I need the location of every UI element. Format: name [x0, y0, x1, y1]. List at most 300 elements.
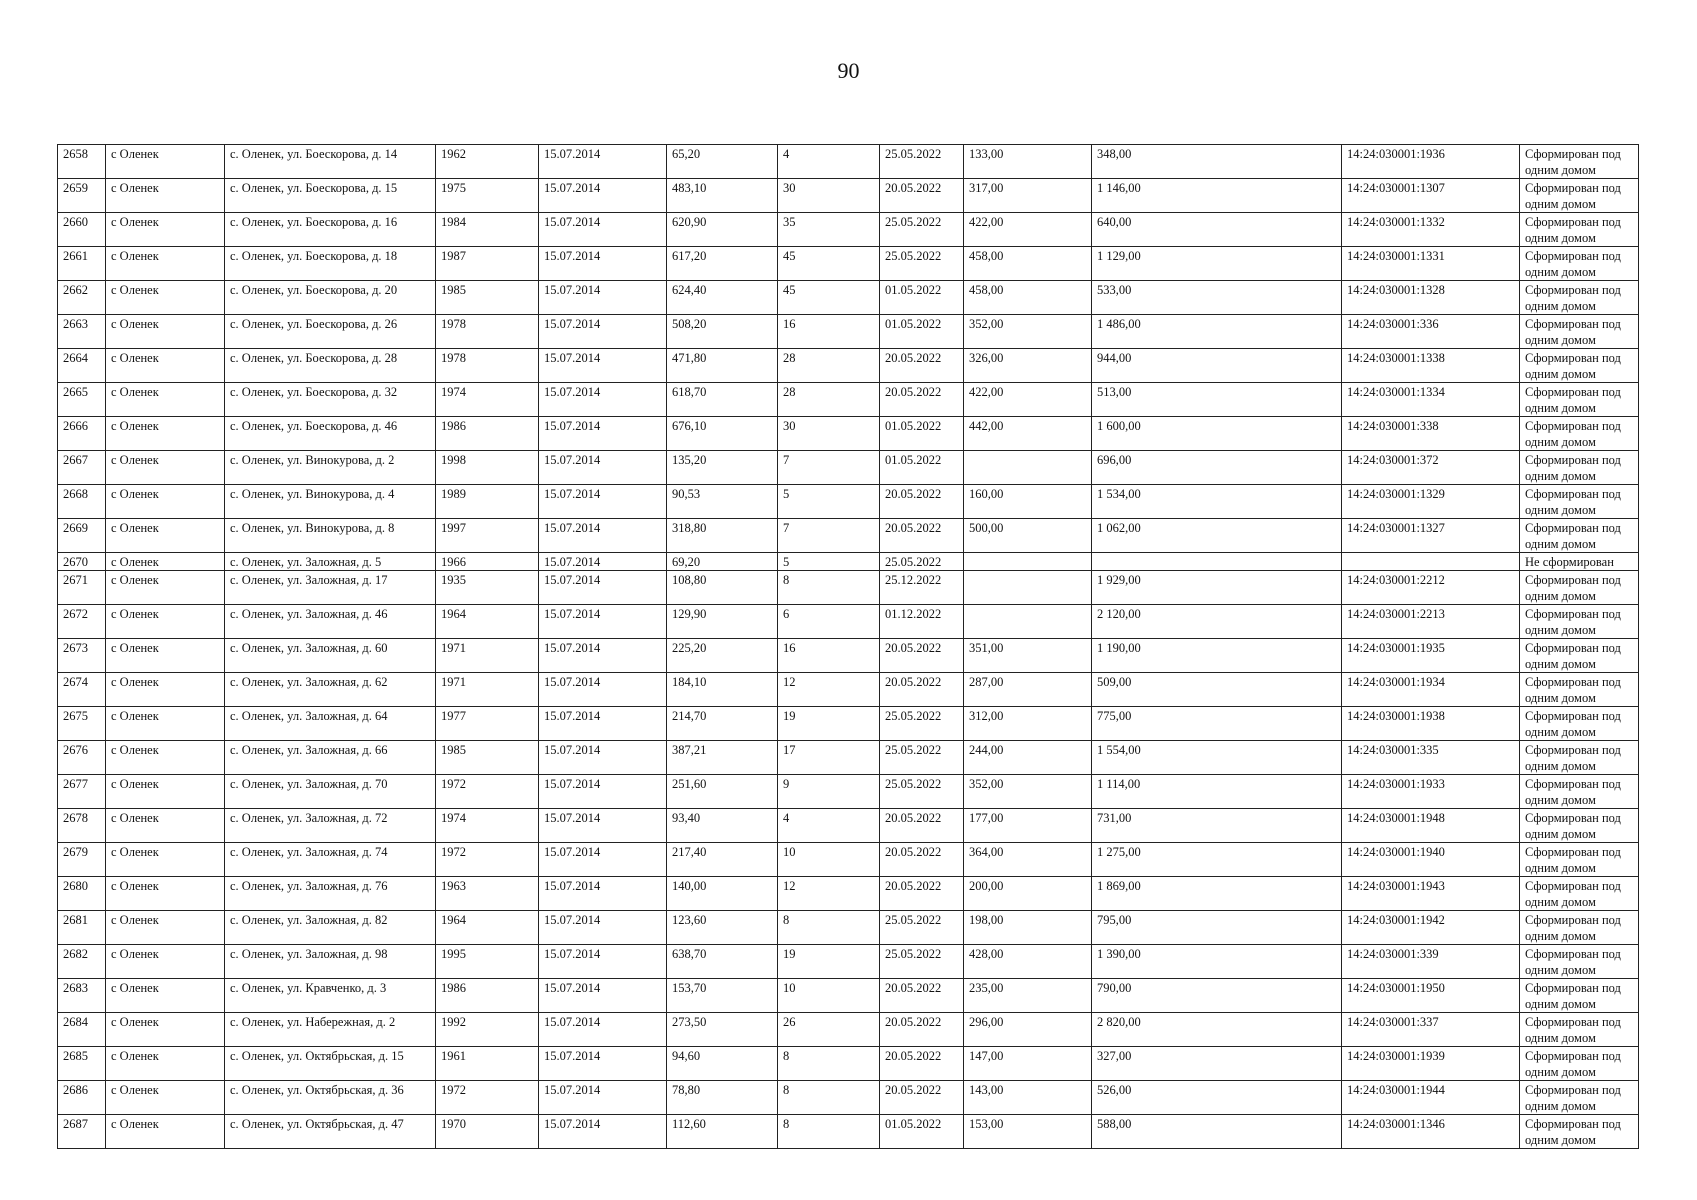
- year-built-cell: 1995: [436, 945, 539, 979]
- registration-date-cell: 15.07.2014: [539, 179, 667, 213]
- settlement-cell: с Оленек: [106, 451, 225, 485]
- inspection-date-cell: 01.05.2022: [880, 281, 964, 315]
- address-cell: с. Оленек, ул. Боескорова, д. 16: [225, 213, 436, 247]
- row-number-cell: 2677: [58, 775, 106, 809]
- inspection-date-cell: 25.12.2022: [880, 571, 964, 605]
- address-cell: с. Оленек, ул. Винокурова, д. 8: [225, 519, 436, 553]
- settlement-cell: с Оленек: [106, 1013, 225, 1047]
- residents-cell: 8: [778, 1081, 880, 1115]
- status-cell: Сформирован под одним домом: [1520, 247, 1639, 281]
- address-cell: с. Оленек, ул. Заложная, д. 98: [225, 945, 436, 979]
- registration-date-cell: 15.07.2014: [539, 809, 667, 843]
- address-cell: с. Оленек, ул. Октябрьская, д. 36: [225, 1081, 436, 1115]
- year-built-cell: 1971: [436, 673, 539, 707]
- status-cell: Сформирован под одним домом: [1520, 1013, 1639, 1047]
- address-cell: с. Оленек, ул. Заложная, д. 62: [225, 673, 436, 707]
- area-cell: 225,20: [667, 639, 778, 673]
- table-row: [58, 451, 1639, 485]
- row-number-cell: 2685: [58, 1047, 106, 1081]
- inspection-date-cell: 20.05.2022: [880, 639, 964, 673]
- settlement-cell: с Оленек: [106, 605, 225, 639]
- address-cell: с. Оленек, ул. Боескорова, д. 14: [225, 145, 436, 179]
- value-cell: 422,00: [964, 383, 1092, 417]
- registration-date-cell: 15.07.2014: [539, 605, 667, 639]
- value-cell: 364,00: [964, 843, 1092, 877]
- value-cell: 147,00: [964, 1047, 1092, 1081]
- inspection-date-cell: 01.12.2022: [880, 605, 964, 639]
- status-cell: Сформирован под одним домом: [1520, 843, 1639, 877]
- row-number-cell: 2659: [58, 179, 106, 213]
- value-cell: [964, 553, 1092, 571]
- table-row: [58, 213, 1639, 247]
- value-cell: 422,00: [964, 213, 1092, 247]
- inspection-date-cell: 01.05.2022: [880, 451, 964, 485]
- cadastral-number-cell: 14:24:030001:1338: [1342, 349, 1520, 383]
- address-cell: с. Оленек, ул. Октябрьская, д. 15: [225, 1047, 436, 1081]
- value-cell: 143,00: [964, 1081, 1092, 1115]
- row-number-cell: 2676: [58, 741, 106, 775]
- table-row: [58, 247, 1639, 281]
- area-cell: 78,80: [667, 1081, 778, 1115]
- table-row: [58, 945, 1639, 979]
- area-cell: 184,10: [667, 673, 778, 707]
- area-cell: 387,21: [667, 741, 778, 775]
- registration-date-cell: 15.07.2014: [539, 451, 667, 485]
- area-cell: 273,50: [667, 1013, 778, 1047]
- residents-cell: 28: [778, 383, 880, 417]
- value-cell: 160,00: [964, 485, 1092, 519]
- status-cell: Сформирован под одним домом: [1520, 349, 1639, 383]
- status-cell: Сформирован под одним домом: [1520, 213, 1639, 247]
- residents-cell: 5: [778, 485, 880, 519]
- registration-date-cell: 15.07.2014: [539, 349, 667, 383]
- land-area-cell: 1 275,00: [1092, 843, 1342, 877]
- area-cell: 94,60: [667, 1047, 778, 1081]
- area-cell: 108,80: [667, 571, 778, 605]
- area-cell: 251,60: [667, 775, 778, 809]
- inspection-date-cell: 01.05.2022: [880, 417, 964, 451]
- land-area-cell: 526,00: [1092, 1081, 1342, 1115]
- table-row: [58, 741, 1639, 775]
- cadastral-number-cell: 14:24:030001:1346: [1342, 1115, 1520, 1149]
- status-cell: Сформирован под одним домом: [1520, 877, 1639, 911]
- registration-date-cell: 15.07.2014: [539, 1013, 667, 1047]
- residents-cell: 35: [778, 213, 880, 247]
- cadastral-number-cell: 14:24:030001:338: [1342, 417, 1520, 451]
- registration-date-cell: 15.07.2014: [539, 485, 667, 519]
- settlement-cell: с Оленек: [106, 707, 225, 741]
- value-cell: 133,00: [964, 145, 1092, 179]
- cadastral-number-cell: 14:24:030001:1327: [1342, 519, 1520, 553]
- status-cell: Не сформирован: [1520, 553, 1639, 571]
- value-cell: 326,00: [964, 349, 1092, 383]
- residents-cell: 45: [778, 281, 880, 315]
- address-cell: с. Оленек, ул. Заложная, д. 64: [225, 707, 436, 741]
- year-built-cell: 1972: [436, 775, 539, 809]
- year-built-cell: 1985: [436, 741, 539, 775]
- settlement-cell: с Оленек: [106, 247, 225, 281]
- settlement-cell: с Оленек: [106, 553, 225, 571]
- settlement-cell: с Оленек: [106, 673, 225, 707]
- table-row: [58, 707, 1639, 741]
- row-number-cell: 2684: [58, 1013, 106, 1047]
- row-number-cell: 2667: [58, 451, 106, 485]
- status-cell: Сформирован под одним домом: [1520, 315, 1639, 349]
- cadastral-number-cell: 14:24:030001:1329: [1342, 485, 1520, 519]
- row-number-cell: 2678: [58, 809, 106, 843]
- residents-cell: 8: [778, 571, 880, 605]
- value-cell: 153,00: [964, 1115, 1092, 1149]
- table-row: [58, 349, 1639, 383]
- cadastral-number-cell: 14:24:030001:1332: [1342, 213, 1520, 247]
- land-area-cell: [1092, 553, 1342, 571]
- land-area-cell: 533,00: [1092, 281, 1342, 315]
- table-row: [58, 979, 1639, 1013]
- value-cell: [964, 571, 1092, 605]
- cadastral-number-cell: 14:24:030001:337: [1342, 1013, 1520, 1047]
- value-cell: 352,00: [964, 775, 1092, 809]
- row-number-cell: 2664: [58, 349, 106, 383]
- settlement-cell: с Оленек: [106, 639, 225, 673]
- registration-date-cell: 15.07.2014: [539, 1081, 667, 1115]
- area-cell: 123,60: [667, 911, 778, 945]
- residents-cell: 10: [778, 843, 880, 877]
- registration-date-cell: 15.07.2014: [539, 707, 667, 741]
- year-built-cell: 1964: [436, 911, 539, 945]
- year-built-cell: 1961: [436, 1047, 539, 1081]
- residents-cell: 19: [778, 945, 880, 979]
- land-area-cell: 1 146,00: [1092, 179, 1342, 213]
- value-cell: 312,00: [964, 707, 1092, 741]
- value-cell: 244,00: [964, 741, 1092, 775]
- land-area-cell: 1 129,00: [1092, 247, 1342, 281]
- settlement-cell: с Оленек: [106, 485, 225, 519]
- table-row: [58, 639, 1639, 673]
- area-cell: 135,20: [667, 451, 778, 485]
- row-number-cell: 2683: [58, 979, 106, 1013]
- year-built-cell: 1992: [436, 1013, 539, 1047]
- inspection-date-cell: 25.05.2022: [880, 775, 964, 809]
- inspection-date-cell: 01.05.2022: [880, 315, 964, 349]
- year-built-cell: 1998: [436, 451, 539, 485]
- status-cell: Сформирован под одним домом: [1520, 707, 1639, 741]
- land-area-cell: 790,00: [1092, 979, 1342, 1013]
- inspection-date-cell: 25.05.2022: [880, 553, 964, 571]
- land-area-cell: 731,00: [1092, 809, 1342, 843]
- year-built-cell: 1974: [436, 809, 539, 843]
- residents-cell: 10: [778, 979, 880, 1013]
- address-cell: с. Оленек, ул. Боескорова, д. 20: [225, 281, 436, 315]
- year-built-cell: 1989: [436, 485, 539, 519]
- status-cell: Сформирован под одним домом: [1520, 945, 1639, 979]
- land-area-cell: 588,00: [1092, 1115, 1342, 1149]
- land-area-cell: 1 554,00: [1092, 741, 1342, 775]
- year-built-cell: 1974: [436, 383, 539, 417]
- settlement-cell: с Оленек: [106, 809, 225, 843]
- page-number: 90: [837, 58, 860, 83]
- value-cell: 352,00: [964, 315, 1092, 349]
- settlement-cell: с Оленек: [106, 911, 225, 945]
- row-number-cell: 2663: [58, 315, 106, 349]
- value-cell: 177,00: [964, 809, 1092, 843]
- settlement-cell: с Оленек: [106, 979, 225, 1013]
- value-cell: 458,00: [964, 281, 1092, 315]
- year-built-cell: 1985: [436, 281, 539, 315]
- area-cell: 90,53: [667, 485, 778, 519]
- year-built-cell: 1977: [436, 707, 539, 741]
- row-number-cell: 2681: [58, 911, 106, 945]
- row-number-cell: 2670: [58, 553, 106, 571]
- registration-date-cell: 15.07.2014: [539, 315, 667, 349]
- area-cell: 638,70: [667, 945, 778, 979]
- address-cell: с. Оленек, ул. Заложная, д. 72: [225, 809, 436, 843]
- table-row: [58, 145, 1639, 179]
- residents-cell: 4: [778, 809, 880, 843]
- area-cell: 620,90: [667, 213, 778, 247]
- table-row: [58, 1013, 1639, 1047]
- area-cell: 153,70: [667, 979, 778, 1013]
- table-row: [58, 877, 1639, 911]
- inspection-date-cell: 20.05.2022: [880, 519, 964, 553]
- value-cell: 351,00: [964, 639, 1092, 673]
- table-row: [58, 605, 1639, 639]
- row-number-cell: 2668: [58, 485, 106, 519]
- table-row: [58, 673, 1639, 707]
- row-number-cell: 2673: [58, 639, 106, 673]
- settlement-cell: с Оленек: [106, 945, 225, 979]
- row-number-cell: 2672: [58, 605, 106, 639]
- residents-cell: 8: [778, 911, 880, 945]
- status-cell: Сформирован под одним домом: [1520, 979, 1639, 1013]
- table-row: [58, 281, 1639, 315]
- address-cell: с. Оленек, ул. Октябрьская, д. 47: [225, 1115, 436, 1149]
- cadastral-number-cell: 14:24:030001:1939: [1342, 1047, 1520, 1081]
- row-number-cell: 2666: [58, 417, 106, 451]
- cadastral-number-cell: 14:24:030001:1943: [1342, 877, 1520, 911]
- cadastral-number-cell: 14:24:030001:1933: [1342, 775, 1520, 809]
- year-built-cell: 1984: [436, 213, 539, 247]
- land-area-cell: 1 869,00: [1092, 877, 1342, 911]
- settlement-cell: с Оленек: [106, 281, 225, 315]
- land-area-cell: 1 929,00: [1092, 571, 1342, 605]
- value-cell: 317,00: [964, 179, 1092, 213]
- cadastral-number-cell: 14:24:030001:1944: [1342, 1081, 1520, 1115]
- year-built-cell: 1972: [436, 1081, 539, 1115]
- residents-cell: 30: [778, 179, 880, 213]
- residents-cell: 4: [778, 145, 880, 179]
- year-built-cell: 1962: [436, 145, 539, 179]
- land-area-cell: 1 534,00: [1092, 485, 1342, 519]
- value-cell: [964, 451, 1092, 485]
- address-cell: с. Оленек, ул. Заложная, д. 70: [225, 775, 436, 809]
- residents-cell: 17: [778, 741, 880, 775]
- address-cell: с. Оленек, ул. Боескорова, д. 28: [225, 349, 436, 383]
- table-row: [58, 383, 1639, 417]
- residents-cell: 12: [778, 877, 880, 911]
- year-built-cell: 1970: [436, 1115, 539, 1149]
- settlement-cell: с Оленек: [106, 741, 225, 775]
- settlement-cell: с Оленек: [106, 179, 225, 213]
- status-cell: Сформирован под одним домом: [1520, 485, 1639, 519]
- table-row: [58, 1047, 1639, 1081]
- year-built-cell: 1972: [436, 843, 539, 877]
- registration-date-cell: 15.07.2014: [539, 281, 667, 315]
- year-built-cell: 1971: [436, 639, 539, 673]
- year-built-cell: 1986: [436, 417, 539, 451]
- registration-date-cell: 15.07.2014: [539, 1047, 667, 1081]
- address-cell: с. Оленек, ул. Заложная, д. 5: [225, 553, 436, 571]
- cadastral-number-cell: 14:24:030001:1942: [1342, 911, 1520, 945]
- address-cell: с. Оленек, ул. Винокурова, д. 4: [225, 485, 436, 519]
- residents-cell: 6: [778, 605, 880, 639]
- cadastral-number-cell: 14:24:030001:336: [1342, 315, 1520, 349]
- address-cell: с. Оленек, ул. Набережная, д. 2: [225, 1013, 436, 1047]
- inspection-date-cell: 25.05.2022: [880, 741, 964, 775]
- area-cell: 129,90: [667, 605, 778, 639]
- status-cell: Сформирован под одним домом: [1520, 1081, 1639, 1115]
- year-built-cell: 1978: [436, 315, 539, 349]
- inspection-date-cell: 20.05.2022: [880, 673, 964, 707]
- address-cell: с. Оленек, ул. Винокурова, д. 2: [225, 451, 436, 485]
- status-cell: Сформирован под одним домом: [1520, 809, 1639, 843]
- table-row: [58, 485, 1639, 519]
- cadastral-number-cell: 14:24:030001:1948: [1342, 809, 1520, 843]
- cadastral-number-cell: 14:24:030001:1938: [1342, 707, 1520, 741]
- area-cell: 65,20: [667, 145, 778, 179]
- area-cell: 618,70: [667, 383, 778, 417]
- registration-date-cell: 15.07.2014: [539, 519, 667, 553]
- cadastral-number-cell: 14:24:030001:2213: [1342, 605, 1520, 639]
- table-row: [58, 809, 1639, 843]
- residents-cell: 5: [778, 553, 880, 571]
- land-area-cell: 1 114,00: [1092, 775, 1342, 809]
- year-built-cell: 1975: [436, 179, 539, 213]
- table-row: [58, 911, 1639, 945]
- status-cell: Сформирован под одним домом: [1520, 741, 1639, 775]
- housing-registry-table: [57, 144, 1639, 1149]
- residents-cell: 12: [778, 673, 880, 707]
- registration-date-cell: 15.07.2014: [539, 145, 667, 179]
- settlement-cell: с Оленек: [106, 145, 225, 179]
- registration-date-cell: 15.07.2014: [539, 639, 667, 673]
- status-cell: Сформирован под одним домом: [1520, 673, 1639, 707]
- row-number-cell: 2674: [58, 673, 106, 707]
- table-row: [58, 843, 1639, 877]
- status-cell: Сформирован под одним домом: [1520, 605, 1639, 639]
- address-cell: с. Оленек, ул. Боескорова, д. 18: [225, 247, 436, 281]
- inspection-date-cell: 01.05.2022: [880, 1115, 964, 1149]
- row-number-cell: 2679: [58, 843, 106, 877]
- residents-cell: 16: [778, 639, 880, 673]
- inspection-date-cell: 20.05.2022: [880, 877, 964, 911]
- value-cell: 200,00: [964, 877, 1092, 911]
- inspection-date-cell: 20.05.2022: [880, 349, 964, 383]
- land-area-cell: 2 820,00: [1092, 1013, 1342, 1047]
- status-cell: Сформирован под одним домом: [1520, 911, 1639, 945]
- cadastral-number-cell: 14:24:030001:2212: [1342, 571, 1520, 605]
- registration-date-cell: 15.07.2014: [539, 979, 667, 1013]
- area-cell: 217,40: [667, 843, 778, 877]
- table-row: [58, 417, 1639, 451]
- area-cell: 508,20: [667, 315, 778, 349]
- value-cell: [964, 605, 1092, 639]
- residents-cell: 8: [778, 1115, 880, 1149]
- land-area-cell: 509,00: [1092, 673, 1342, 707]
- row-number-cell: 2675: [58, 707, 106, 741]
- row-number-cell: 2660: [58, 213, 106, 247]
- year-built-cell: 1987: [436, 247, 539, 281]
- inspection-date-cell: 20.05.2022: [880, 979, 964, 1013]
- inspection-date-cell: 20.05.2022: [880, 1081, 964, 1115]
- status-cell: Сформирован под одним домом: [1520, 451, 1639, 485]
- address-cell: с. Оленек, ул. Заложная, д. 66: [225, 741, 436, 775]
- land-area-cell: 2 120,00: [1092, 605, 1342, 639]
- settlement-cell: с Оленек: [106, 519, 225, 553]
- address-cell: с. Оленек, ул. Заложная, д. 74: [225, 843, 436, 877]
- area-cell: 112,60: [667, 1115, 778, 1149]
- row-number-cell: 2686: [58, 1081, 106, 1115]
- address-cell: с. Оленек, ул. Заложная, д. 17: [225, 571, 436, 605]
- status-cell: Сформирован под одним домом: [1520, 179, 1639, 213]
- settlement-cell: с Оленек: [106, 315, 225, 349]
- residents-cell: 7: [778, 451, 880, 485]
- status-cell: Сформирован под одним домом: [1520, 639, 1639, 673]
- settlement-cell: с Оленек: [106, 877, 225, 911]
- registration-date-cell: 15.07.2014: [539, 213, 667, 247]
- inspection-date-cell: 25.05.2022: [880, 707, 964, 741]
- inspection-date-cell: 20.05.2022: [880, 1047, 964, 1081]
- inspection-date-cell: 25.05.2022: [880, 945, 964, 979]
- value-cell: 198,00: [964, 911, 1092, 945]
- residents-cell: 8: [778, 1047, 880, 1081]
- cadastral-number-cell: 14:24:030001:335: [1342, 741, 1520, 775]
- cadastral-number-cell: 14:24:030001:1940: [1342, 843, 1520, 877]
- settlement-cell: с Оленек: [106, 1047, 225, 1081]
- residents-cell: 16: [778, 315, 880, 349]
- table-row: [58, 553, 1639, 571]
- table-row: [58, 1081, 1639, 1115]
- cadastral-number-cell: 14:24:030001:1307: [1342, 179, 1520, 213]
- inspection-date-cell: 20.05.2022: [880, 383, 964, 417]
- row-number-cell: 2661: [58, 247, 106, 281]
- registration-date-cell: 15.07.2014: [539, 417, 667, 451]
- area-cell: 214,70: [667, 707, 778, 741]
- table-body: [58, 145, 1639, 1149]
- land-area-cell: 944,00: [1092, 349, 1342, 383]
- residents-cell: 28: [778, 349, 880, 383]
- registration-date-cell: 15.07.2014: [539, 553, 667, 571]
- row-number-cell: 2671: [58, 571, 106, 605]
- status-cell: Сформирован под одним домом: [1520, 519, 1639, 553]
- registration-date-cell: 15.07.2014: [539, 571, 667, 605]
- address-cell: с. Оленек, ул. Боескорова, д. 46: [225, 417, 436, 451]
- row-number-cell: 2662: [58, 281, 106, 315]
- inspection-date-cell: 20.05.2022: [880, 843, 964, 877]
- area-cell: 483,10: [667, 179, 778, 213]
- year-built-cell: 1997: [436, 519, 539, 553]
- year-built-cell: 1986: [436, 979, 539, 1013]
- address-cell: с. Оленек, ул. Заложная, д. 60: [225, 639, 436, 673]
- land-area-cell: 795,00: [1092, 911, 1342, 945]
- residents-cell: 7: [778, 519, 880, 553]
- cadastral-number-cell: 14:24:030001:1934: [1342, 673, 1520, 707]
- value-cell: 500,00: [964, 519, 1092, 553]
- settlement-cell: с Оленек: [106, 417, 225, 451]
- registration-date-cell: 15.07.2014: [539, 673, 667, 707]
- cadastral-number-cell: 14:24:030001:339: [1342, 945, 1520, 979]
- address-cell: с. Оленек, ул. Заложная, д. 76: [225, 877, 436, 911]
- land-area-cell: 327,00: [1092, 1047, 1342, 1081]
